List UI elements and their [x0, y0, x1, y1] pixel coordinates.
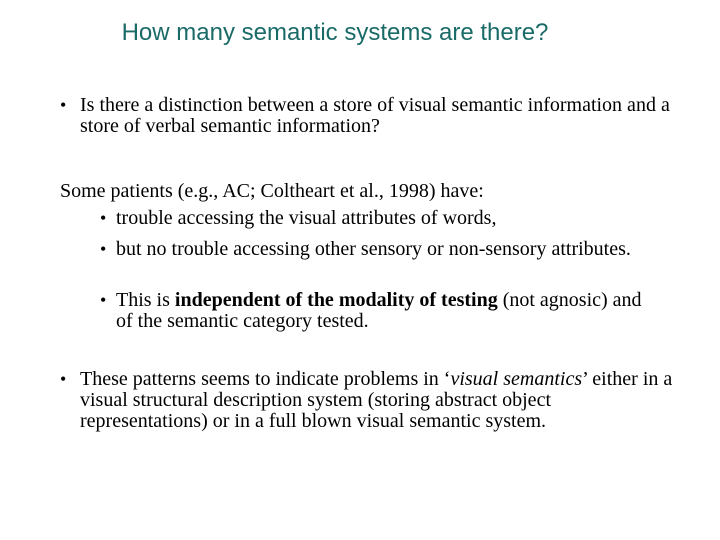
bullet-marker: •	[100, 290, 107, 310]
sub-bullet-independence	[100, 290, 660, 332]
sub-bullet-text: but no trouble accessing other sensory or non-sensory attributes.	[116, 238, 631, 260]
patients-intro: Some patients (e.g., AC; Coltheart et al., 1998) have:	[60, 180, 484, 202]
bullet-item-visual-semantics	[60, 369, 680, 432]
bullet-marker: •	[60, 95, 67, 115]
sub-bullet-text-pre: This is	[116, 289, 175, 311]
bullet-italic-phrase: visual semantics	[450, 368, 583, 390]
sub-bullet-other-attributes	[100, 239, 660, 260]
sub-bullet-text-post: (not agnosic) and of the semantic category tested.	[116, 289, 642, 332]
slide-title: How many semantic systems are there?	[121, 19, 549, 46]
bullet-marker: •	[100, 208, 107, 228]
bullet-marker: •	[100, 239, 107, 259]
sub-bullet-bold-phrase: independent of the modality of testing	[174, 289, 498, 311]
sub-bullet-visual-attributes	[100, 208, 660, 229]
bullet-marker: •	[60, 369, 67, 389]
bullet-text-pre: These patterns seems to indicate problems in ‘	[80, 368, 451, 390]
bullet-text: Is there a distinction between a store of visual semantic information and a store of verbal semantic information?	[80, 94, 670, 137]
bullet-text-post: ’ either in a visual structural description system (storing abstract object representations) or in a full blown visual semantic system.	[80, 368, 673, 432]
sub-bullet-text: trouble accessing the visual attributes of words,	[116, 207, 497, 229]
bullet-item-distinction	[60, 95, 680, 137]
